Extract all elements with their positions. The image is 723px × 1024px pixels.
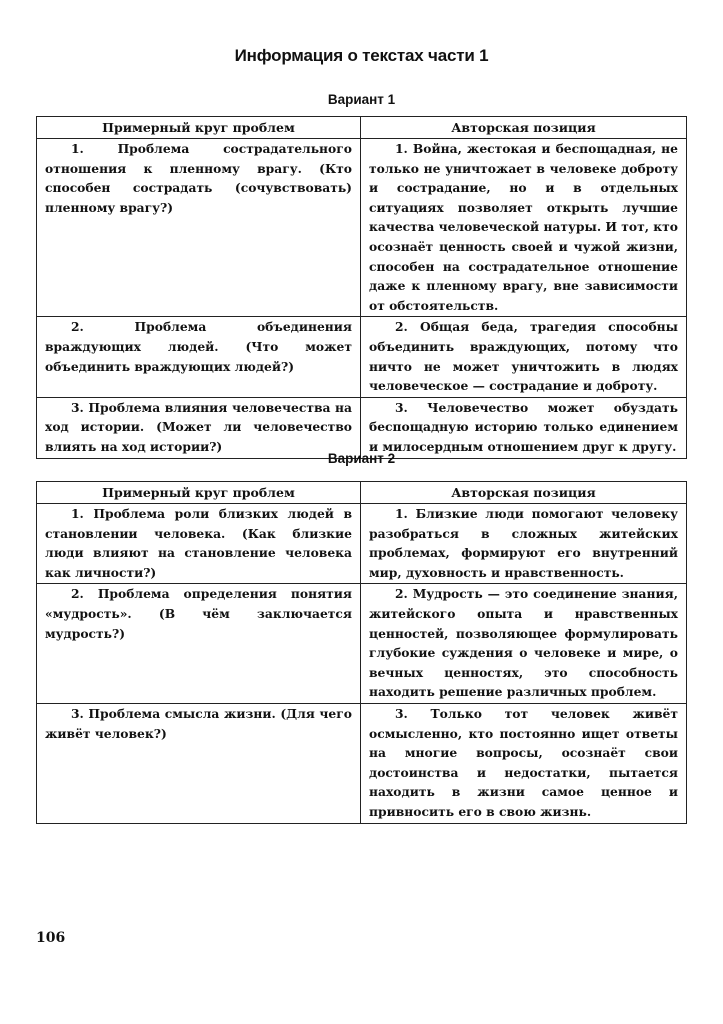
problem-cell: 1. Проблема роли близких людей в становлении человека. (Как близкие люди влияют на становление человека как личности?) <box>37 504 361 584</box>
table-header-row <box>37 117 687 139</box>
column-header-position: Авторская позиция <box>361 482 687 504</box>
page-number: 106 <box>36 930 66 946</box>
variant-2-table <box>36 481 687 824</box>
problem-cell: 3. Проблема влияния человечества на ход истории. (Может ли человечество влиять на ход истории?) <box>37 397 361 458</box>
table-row <box>37 397 687 458</box>
position-cell: 1. Война, жестокая и беспощадная, не только не уничтожает в человеке доброту и сострадание, но и в отдельных ситуациях позволяет открыть лучшие качества человеческой натуры. И тот, кто осознаёт ценность своей и чужой жизни, способен на сострадательное отношение даже к пленному врагу, вне зависимости от обстоятельств. <box>361 139 687 317</box>
table-row <box>37 584 687 704</box>
position-cell: 2. Общая беда, трагедия способны объединить враждующих, потому что ничто не может уничтожить в людях человеческое — сострадание и доброту. <box>361 317 687 397</box>
table-row <box>37 139 687 317</box>
position-cell: 3. Только тот человек живёт осмысленно, кто постоянно ищет ответы на многие вопросы, осознаёт свои достоинства и недостатки, пытается находить в жизни самое ценное и привносить его в свою жизнь. <box>361 703 687 823</box>
variant-1-table <box>36 116 687 459</box>
position-cell: 2. Мудрость — это соединение знания, житейского опыта и нравственных ценностей, позволяющее формулировать глубокие суждения о человеке и мире, о вечных ценностях, это способность находить решение различных проблем. <box>361 584 687 704</box>
table-row <box>37 317 687 397</box>
problem-cell: 3. Проблема смысла жизни. (Для чего живёт человек?) <box>37 703 361 823</box>
page-title: Информация о текстах части 1 <box>234 46 489 65</box>
problem-cell: 1. Проблема сострадательного отношения к пленному врагу. (Кто способен сострадать (сочувствовать) пленному врагу?) <box>37 139 361 317</box>
table-row <box>37 703 687 823</box>
column-header-problems: Примерный круг проблем <box>37 117 361 139</box>
problem-cell: 2. Проблема объединения враждующих людей. (Что может объединить враждующих людей?) <box>37 317 361 397</box>
variant-1-title: Вариант 1 <box>327 92 396 107</box>
table-header-row <box>37 482 687 504</box>
table-row <box>37 504 687 584</box>
position-cell: 1. Близкие люди помогают человеку разобраться в сложных житейских проблемах, формируют его внутренний мир, духовность и нравственность. <box>361 504 687 584</box>
variant-2-title: Вариант 2 <box>327 451 396 466</box>
problem-cell: 2. Проблема определения понятия «мудрость». (В чём заключается мудрость?) <box>37 584 361 704</box>
position-cell: 3. Человечество может обуздать беспощадную историю только единением и милосердным отношением друг к другу. <box>361 397 687 458</box>
column-header-problems: Примерный круг проблем <box>37 482 361 504</box>
column-header-position: Авторская позиция <box>361 117 687 139</box>
